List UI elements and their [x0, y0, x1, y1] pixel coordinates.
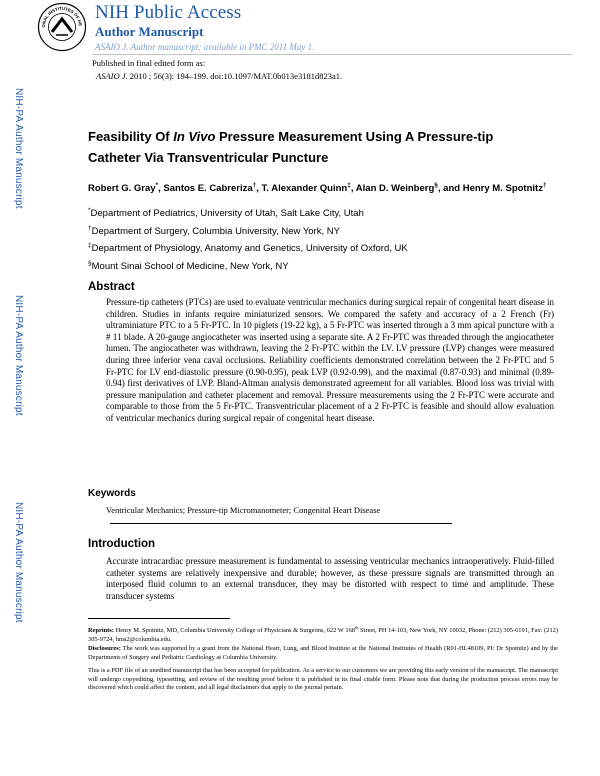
author-mark: ‡	[347, 182, 351, 189]
nih-public-access-title: NIH Public Access	[95, 2, 242, 23]
published-label: Published in final edited form as:	[92, 58, 206, 68]
author-mark: *	[155, 182, 159, 189]
citation-journal: ASAIO J	[96, 71, 126, 81]
affiliation-mark: †	[88, 225, 92, 232]
author-mark: †	[252, 182, 257, 189]
introduction-text: Accurate intracardiac pressure measurement is fundamental to assessing ventricular mechanics intraoperatively. Fluid-filled catheter systems are relatively inexpensive and durable; however, as these pressure signals are transmitted through an interposed fluid column to an external transducer, they may be distorted with respect to time and amplitude. These transducer systems	[106, 556, 554, 601]
side-banner-bottom: NIH-PA Author Manuscript	[13, 502, 24, 623]
disclaimer-footnote: This is a PDF file of an unedited manuscript that has been accepted for publication. As a service to our customers we are providing this early version of the manuscript. The manuscript will undergo copyediting, typesetting, and review of the resulting proof before it is published in its final citable form. Please note that during the production process errors may be discovered which could affect the content, and all legal disclaimers that apply to the journal pertain.	[88, 667, 558, 692]
author-name: Henry M. Spotnitz	[462, 183, 543, 195]
affiliation-text: Department of Physiology, Anatomy and Genetics, University of Oxford, UK	[91, 243, 408, 255]
citation-details: . 2010 ; 56(3): 194–199. doi:10.1097/MAT.0b013e3181d823a1.	[125, 71, 343, 81]
affiliation-mark: ‡	[88, 242, 92, 249]
footnote-divider	[88, 618, 230, 619]
side-banner-top: NIH-PA Author Manuscript	[13, 88, 24, 209]
reprints-text: Henry M. Spotnitz, MD, Columbia University College of Physicians & Surgeons, 622 W 168	[115, 627, 355, 635]
author-name: Alan D. Weinberg	[355, 183, 435, 195]
author-name: Robert G. Gray	[88, 183, 156, 195]
paper-title-part1: Feasibility Of	[88, 129, 174, 144]
keywords-divider	[110, 523, 452, 524]
author-list	[88, 180, 550, 195]
affiliation-mark: §	[88, 260, 92, 267]
reprints-footnote	[88, 624, 558, 644]
affiliation	[88, 242, 408, 254]
affiliation-text: Department of Surgery, Columbia University, New York, NY	[91, 226, 340, 238]
reprints-text-continued: Street, PH 14-103, New York, NY 10032, Phone: (212) 305-6191, Fax: (212) 305-9724, hms2@columbia.edu.	[88, 627, 558, 643]
paper-title-italic: In Vivo	[173, 129, 216, 144]
author-separator: ,	[256, 183, 262, 195]
disclosures-label: Disclosures:	[88, 645, 121, 652]
author-name: Santos E. Cabreriza	[163, 183, 253, 195]
abstract-text: Pressure-tip catheters (PTCs) are used to evaluate ventricular mechanics during surgical repair of congenital heart disease in children. Studies in infants require miniaturized sensors. We compared the safety and accuracy of a 2 French (Fr) ultraminiature PTC to a 5 Fr-PTC. In 10 piglets (19-22 kg), a 5 Fr-PTC was inserted through a 3 mm apical puncture with a # 11 blade. A 20-gauge angiocatheter was inserted using a separate site. A 2 Fr-PTC was threaded through the angiocatheter lumen. The angiocatheter was withdrawn, leaving the 2 Fr-PTC within the LV. LV pressure (LVP) changes were measured during three inferior vena caval occlusions. Reliability coefficients demonstrated correlation between the 2 Fr-PTC and 5 Fr-PTC for LV end-diastolic pressure (0.90-0.95), peak LVP (0.92-0.99), and the maximal (0.87-0.93) and minimal (0.89-0.94) first derivatives of LVP. Bland-Altman analysis demonstrated agreement for all variables. Blood loss was trivial with pressure manipulation and catheter placement and removal. Pressure measurements using the 2 Fr-PTC were accurate and comparable to those from the 5 Fr-PTC. Transventricular placement of a 2 Fr-PTC is feasible and should allow evaluation of ventricular mechanics during surgical repair of congenital heart disease.	[106, 297, 554, 423]
author-separator: ,	[350, 183, 356, 195]
affiliation	[88, 225, 340, 237]
citation	[96, 71, 342, 81]
paper-title	[88, 126, 548, 168]
introduction-heading: Introduction	[88, 538, 156, 550]
affiliation	[88, 207, 364, 219]
keywords-text: Ventricular Mechanics; Pressure-tip Micromanometer; Congenital Heart Disease	[106, 505, 381, 515]
affiliation	[88, 260, 289, 272]
affiliation-text: Department of Pediatrics, University of Utah, Salt Lake City, Utah	[90, 208, 364, 220]
disclosures-text: The work was supported by a grant from the National Heart, Lung, and Blood Institute at the National Institutes of Health (R01-HL48109, PI: Dr Spotnitz) and by the Departments of Surgery and Pediatric Cardiology at Columbia University.	[88, 645, 559, 661]
side-banner-middle: NIH-PA Author Manuscript	[13, 295, 24, 416]
reprints-superscript: th	[354, 625, 359, 630]
availability-note: ASAIO J. Author manuscript; available in PMC 2011 May 1.	[95, 42, 315, 52]
author-manuscript-label: Author Manuscript	[95, 24, 204, 39]
affiliation-mark: *	[88, 207, 91, 214]
affiliation-text: Mount Sinai School of Medicine, New York, NY	[91, 261, 289, 273]
keywords-heading: Keywords	[88, 488, 136, 499]
nih-logo	[37, 2, 87, 52]
header-divider	[92, 54, 572, 55]
reprints-label: Reprints:	[88, 627, 114, 635]
author-mark: †	[542, 182, 547, 189]
author-separator: , and	[437, 183, 463, 195]
disclosures-footnote	[88, 645, 558, 662]
author-name: T. Alexander Quinn	[261, 183, 348, 195]
author-mark: §	[434, 182, 438, 189]
author-separator: ,	[158, 183, 164, 195]
paper-title-part2: Pressure Measurement Using A Pressure-tip Catheter Via Transventricular Puncture	[88, 129, 494, 165]
abstract-heading: Abstract	[88, 281, 135, 293]
nih-logo-text: ONAL INSTITUTES OF HE	[40, 5, 84, 28]
